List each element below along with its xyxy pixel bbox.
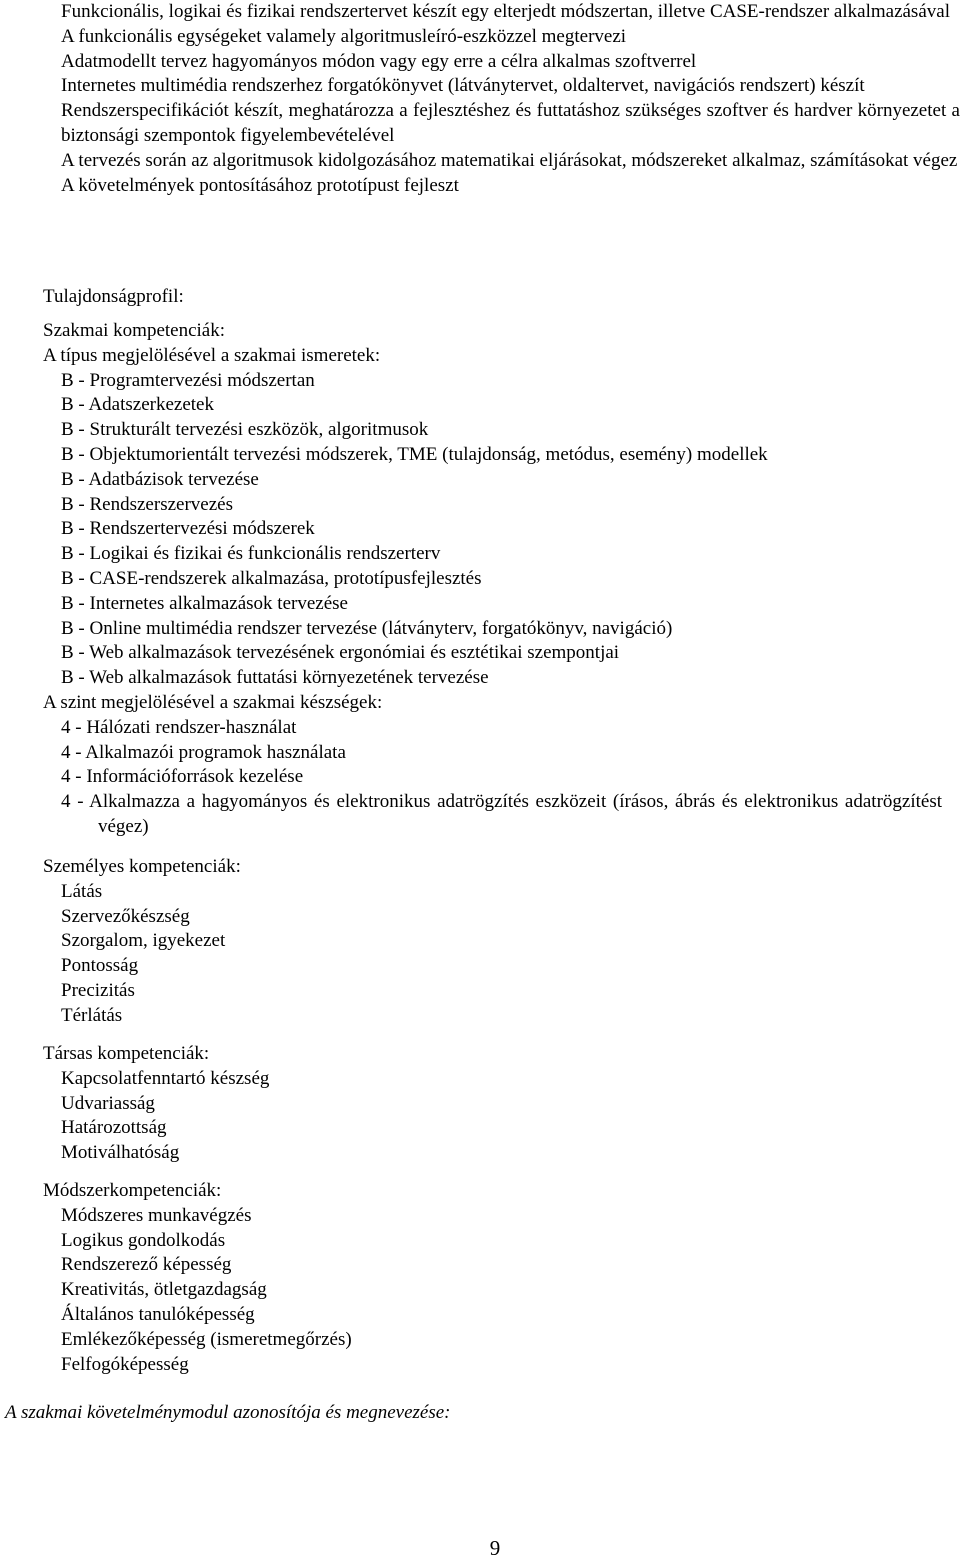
- list-item: [43, 1353, 352, 1378]
- list-item: [43, 1253, 352, 1278]
- list-item: [43, 666, 942, 691]
- list-item-text: A tervezés során az algoritmusok kidolgozásához matematikai eljárásokat, módszereket alkalmaz, számításokat végez: [61, 149, 958, 171]
- method-competences: [43, 1179, 352, 1377]
- personal-competences: [43, 855, 241, 1029]
- list-item-text: Kreativitás, ötletgazdagság: [61, 1279, 267, 1301]
- list-item: [43, 443, 942, 468]
- list-item: [43, 617, 942, 642]
- list-item-text: A követelmények pontosításához prototípust fejleszt: [61, 174, 459, 196]
- list-item-text: Adatmodellt tervez hagyományos módon vagy egy erre a célra alkalmas szoftverrel: [61, 50, 697, 72]
- list-item-text: B - Rendszerszervezés: [61, 493, 233, 515]
- list-item-text: B - Objektumorientált tervezési módszerek, TME (tulajdonság, metódus, esemény) modellek: [61, 443, 768, 465]
- list-item-text: Határozottság: [61, 1117, 167, 1139]
- list-item-text: Logikus gondolkodás: [61, 1229, 226, 1251]
- module-title: A szakmai követelménymodul azonosítója és megnevezése:: [5, 1402, 451, 1423]
- list-item: [43, 1067, 269, 1092]
- list-item: [43, 1303, 352, 1328]
- list-item-text: 4 - Alkalmazza a hagyományos és elektronikus adatrögzítés eszközeit (írásos, ábrás és elektronikus adatrögzítést végez): [61, 791, 942, 837]
- list-item-text: Emlékezőképesség (ismeretmegőrzés): [61, 1328, 352, 1350]
- page-number: 9: [489, 1536, 501, 1560]
- list-item-text: B - CASE-rendszerek alkalmazása, prototípusfejlesztés: [61, 567, 482, 589]
- method-title: Módszerkompetenciák:: [43, 1180, 222, 1201]
- list-item: [43, 567, 942, 592]
- list-item: [43, 1204, 352, 1229]
- list-item: [43, 517, 942, 542]
- list-item: [61, 149, 960, 174]
- list-item-text: Kapcsolatfenntartó készség: [61, 1067, 270, 1089]
- list-item-text: Látás: [61, 880, 103, 902]
- list-item: [43, 905, 241, 930]
- list-item-text: Módszeres munkavégzés: [61, 1204, 252, 1226]
- list-item: [43, 929, 241, 954]
- list-item: [61, 50, 960, 75]
- list-item: [43, 979, 241, 1004]
- list-item: [43, 880, 241, 905]
- list-item: [43, 1141, 269, 1166]
- list-item-text: Motiválhatóság: [61, 1142, 180, 1164]
- list-item-text: Szorgalom, igyekezet: [61, 930, 226, 952]
- task-list: [61, 0, 960, 198]
- list-item: [43, 765, 942, 790]
- list-item-text: 4 - Információforrások kezelése: [61, 766, 304, 788]
- list-item: [43, 1004, 241, 1029]
- social-competences: [43, 1042, 269, 1166]
- skills-title: A szint megjelölésével a szakmai készségek:: [43, 691, 383, 713]
- list-item-text: B - Programtervezési módszertan: [61, 369, 315, 391]
- list-item-text: B - Web alkalmazások tervezésének ergonómiai és esztétikai szempontjai: [61, 642, 620, 664]
- list-item: [43, 493, 942, 518]
- list-item-text: Általános tanulóképesség: [61, 1303, 255, 1325]
- list-item: [43, 954, 241, 979]
- list-item: [43, 592, 942, 617]
- list-item-text: Szervezőkészség: [61, 905, 190, 927]
- list-item-text: B - Adatbázisok tervezése: [61, 468, 259, 490]
- knowledge-title: A típus megjelölésével a szakmai ismeretek:: [43, 344, 381, 366]
- list-item: [43, 1092, 269, 1117]
- list-item: [43, 468, 942, 493]
- list-item: [43, 1116, 269, 1141]
- list-item-text: B - Internetes alkalmazások tervezése: [61, 592, 348, 614]
- list-item-text: 4 - Hálózati rendszer-használat: [61, 716, 297, 738]
- list-item-text: 4 - Alkalmazói programok használata: [61, 741, 346, 763]
- list-item-text: Internetes multimédia rendszerhez forgatókönyvet (látványtervet, oldaltervet, navigációs rendszert) készít: [61, 75, 865, 97]
- list-item-text: B - Web alkalmazások futtatási környezetének tervezése: [61, 667, 489, 689]
- list-item: [43, 1229, 352, 1254]
- list-item: [43, 542, 942, 567]
- social-list: [43, 1067, 269, 1166]
- personal-title: Személyes kompetenciák:: [43, 856, 241, 877]
- knowledge-list: [43, 369, 942, 691]
- list-item: [43, 1328, 352, 1353]
- personal-list: [43, 880, 241, 1029]
- list-item: [43, 741, 942, 766]
- professional-title: Szakmai kompetenciák:: [43, 320, 226, 341]
- list-item-text: Precizitás: [61, 979, 135, 1001]
- professional-competences: [43, 319, 942, 840]
- list-item: [43, 790, 942, 840]
- list-item: [43, 641, 942, 666]
- social-title: Társas kompetenciák:: [43, 1043, 210, 1064]
- list-item: [61, 99, 960, 149]
- profile-title: Tulajdonságprofil:: [43, 286, 184, 307]
- list-item-text: Funkcionális, logikai és fizikai rendszertervet készít egy elterjedt módszertan, illetve CASE-rendszer alkalmazásával: [61, 1, 950, 22]
- list-item: [43, 1278, 352, 1303]
- skills-list: [43, 716, 942, 840]
- list-item-text: B - Strukturált tervezési eszközök, algoritmusok: [61, 419, 429, 441]
- list-item-text: Rendszerspecifikációt készít, meghatározza a fejlesztéshez és futtatáshoz szükséges szoftver és hardver környezetet a biztonsági szempontok figyelembevételével: [61, 100, 960, 146]
- list-item: [43, 418, 942, 443]
- method-list: [43, 1204, 352, 1378]
- list-item-text: Pontosság: [61, 955, 139, 977]
- list-item-text: Udvariasság: [61, 1092, 155, 1114]
- list-item: [43, 393, 942, 418]
- list-item-text: B - Adatszerkezetek: [61, 394, 214, 416]
- list-item-text: A funkcionális egységeket valamely algoritmusleíró-eszközzel megtervezi: [61, 25, 627, 47]
- list-item: [43, 369, 942, 394]
- list-item-text: B - Logikai és fizikai és funkcionális rendszerterv: [61, 543, 441, 565]
- list-item-text: Térlátás: [61, 1004, 123, 1026]
- list-item-text: B - Rendszertervezési módszerek: [61, 518, 315, 540]
- list-item-text: Rendszerező képesség: [61, 1254, 232, 1276]
- list-item-text: B - Online multimédia rendszer tervezése (látványterv, forgatókönyv, navigáció): [61, 617, 673, 639]
- list-item: [61, 174, 960, 199]
- list-item: [61, 25, 960, 50]
- list-item: [61, 0, 960, 25]
- list-item-text: Felfogóképesség: [61, 1353, 189, 1375]
- list-item: [61, 74, 960, 99]
- list-item: [43, 716, 942, 741]
